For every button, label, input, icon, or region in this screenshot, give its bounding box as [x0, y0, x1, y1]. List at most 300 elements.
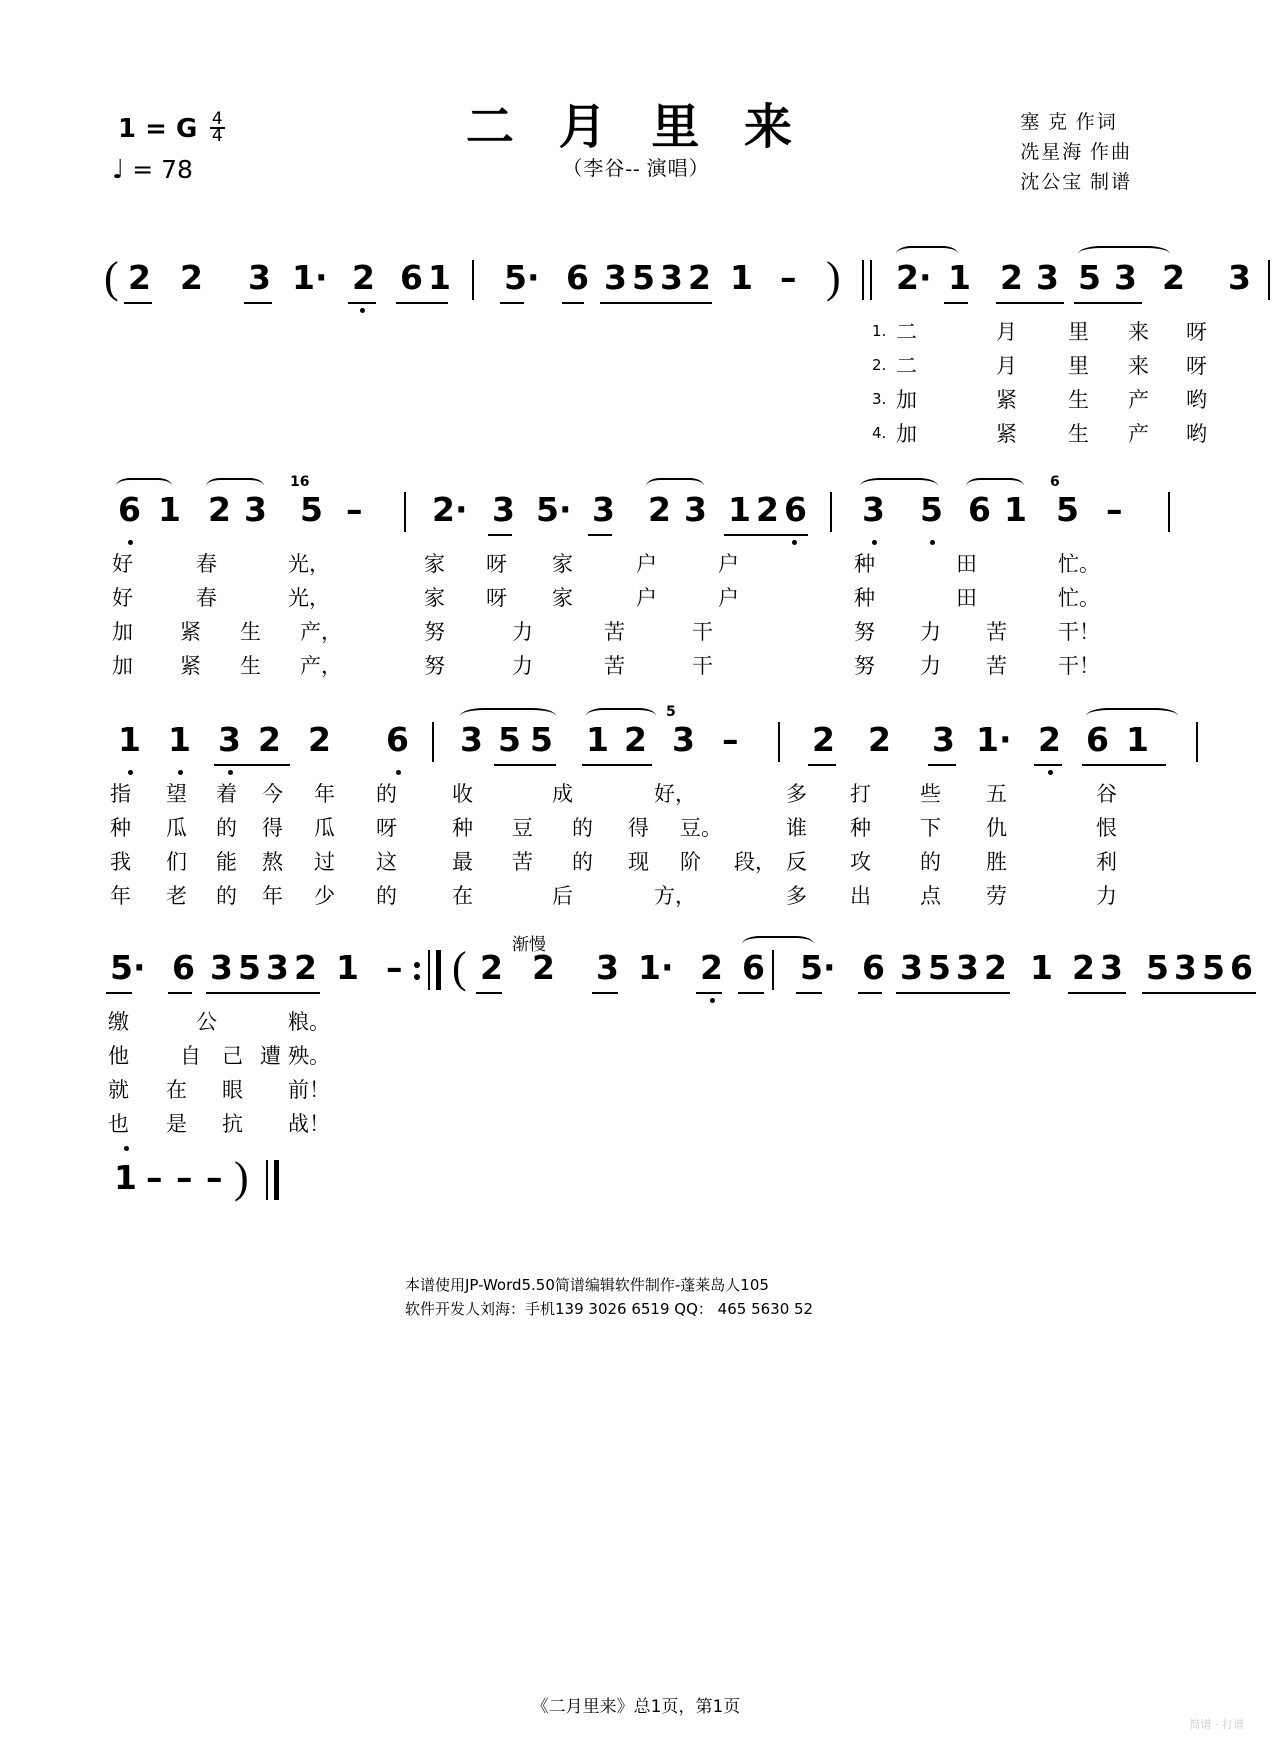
note: 2 [1072, 948, 1095, 987]
barline [1168, 492, 1170, 532]
lyric-syllable: 光， [288, 552, 330, 576]
lyric-syllable: 们 [166, 850, 187, 874]
note: 5 [632, 258, 655, 297]
lyric-syllable: 最 [452, 850, 473, 874]
note: 2 [128, 258, 151, 297]
lyric-line [0, 418, 1272, 448]
note: 2 [700, 948, 723, 987]
note: 1 [586, 720, 609, 759]
lyric-syllable: 是 [166, 1112, 187, 1136]
beam [476, 992, 502, 994]
note: 2 [294, 948, 317, 987]
beam [206, 992, 320, 994]
final-barline [266, 1160, 268, 1200]
verse-number: 3. [872, 390, 887, 408]
lyric-syllable: 呀 [486, 586, 507, 610]
note: 1 [1126, 720, 1149, 759]
note: 3 [1114, 258, 1137, 297]
lyric-syllable: 努 [854, 654, 875, 678]
barline [432, 722, 434, 762]
lyric-syllable: 努 [854, 620, 875, 644]
lyric-syllable: 他 [108, 1044, 129, 1068]
bracket-open: ( [104, 253, 119, 302]
lyric-syllable: 苦 [604, 620, 625, 644]
lyric-syllable: 的 [572, 816, 593, 840]
note: 1 [118, 720, 141, 759]
lyric-syllable: 遭 [260, 1044, 281, 1068]
beam [738, 992, 764, 994]
note: 3 [1036, 258, 1059, 297]
note: 2 [480, 948, 503, 987]
barline [830, 492, 832, 532]
note: 2 [308, 720, 331, 759]
slur [116, 478, 172, 494]
lyric-syllable: 来 [1128, 354, 1149, 378]
note: 6 [172, 948, 195, 987]
lyric-syllable: 苦 [512, 850, 533, 874]
lyric-syllable: 老 [166, 884, 187, 908]
note: 2 [648, 490, 671, 529]
lyric-syllable: 熬 [262, 850, 283, 874]
octave-dot-low [710, 998, 715, 1003]
credit-line-3: 沈公宝 制谱 [1020, 172, 1132, 193]
beam [1034, 764, 1062, 766]
note: 3 [900, 948, 923, 987]
octave-dot-low [360, 308, 365, 313]
lyric-syllable: 也 [108, 1112, 129, 1136]
lyric-syllable: 些 [920, 782, 941, 806]
music-system-4 [0, 935, 1272, 1136]
lyric-syllable: 指 [110, 782, 131, 806]
lyric-line [0, 548, 1272, 578]
lyric-syllable: 谷 [1096, 782, 1117, 806]
lyric-syllable: 加 [896, 388, 917, 412]
lyric-syllable: 哟 [1186, 388, 1207, 412]
beam [600, 302, 712, 304]
note: 6 [386, 720, 409, 759]
beam [1082, 764, 1166, 766]
beam [500, 302, 524, 304]
barline [778, 722, 780, 762]
note-row [0, 253, 1272, 314]
lyric-syllable: 的 [376, 884, 397, 908]
octave-dot-low [128, 540, 133, 545]
note: 5 [1146, 948, 1169, 987]
note: 6 [118, 490, 141, 529]
barline [472, 260, 474, 300]
beam [214, 764, 290, 766]
lyric-line [0, 650, 1272, 680]
note: 2 [688, 258, 711, 297]
note-extender: – [780, 258, 797, 297]
lyric-syllable: 利 [1096, 850, 1117, 874]
lyric-syllable: 努 [424, 654, 445, 678]
lyric-syllable: 月 [996, 320, 1017, 344]
lyric-syllable: 今 [262, 782, 283, 806]
verse-number: 2. [872, 356, 887, 374]
lyric-syllable: 苦 [986, 654, 1007, 678]
note: 2 [812, 720, 835, 759]
note: 6 [968, 490, 991, 529]
lyric-syllable: 里 [1068, 354, 1089, 378]
note: 5 [238, 948, 261, 987]
lyric-syllable: 紧 [180, 654, 201, 678]
slur [206, 478, 264, 494]
lyric-line [0, 316, 1272, 346]
note: 5 [498, 720, 521, 759]
beam [858, 992, 882, 994]
note: 1 [1030, 948, 1053, 987]
lyric-syllable: 里 [1068, 320, 1089, 344]
lyric-syllable: 殃。 [288, 1044, 330, 1068]
note: 3 [492, 490, 515, 529]
lyric-syllable: 好 [112, 586, 133, 610]
repeat-barline-thick [436, 950, 441, 990]
note: 5 [300, 490, 323, 529]
lyric-syllable: 反 [786, 850, 807, 874]
slur [966, 478, 1024, 494]
lyric-line [0, 778, 1272, 808]
lyric-syllable: 好， [654, 782, 696, 806]
lyric-syllable: 前！ [288, 1078, 330, 1102]
note: 6 [1230, 948, 1253, 987]
octave-dot-low [872, 540, 877, 545]
lyric-syllable: 收 [452, 782, 473, 806]
lyric-syllable: 紧 [180, 620, 201, 644]
lyric-syllable: 户 [636, 552, 657, 576]
note: 2 [208, 490, 231, 529]
lyric-syllable: 哟 [1186, 422, 1207, 446]
performer-subtitle: （李谷-- 演唱） [562, 158, 710, 180]
octave-dot-low [792, 540, 797, 545]
lyric-syllable: 恨 [1096, 816, 1117, 840]
lyric-syllable: 瓜 [166, 816, 187, 840]
repeat-dots-icon [414, 956, 420, 986]
lyric-syllable: 战！ [288, 1112, 330, 1136]
beam [928, 764, 956, 766]
beam [1068, 992, 1126, 994]
note: 5· [504, 258, 540, 297]
note: 2 [984, 948, 1007, 987]
lyric-syllable: 光， [288, 586, 330, 610]
lyric-syllable: 干 [692, 654, 713, 678]
lyric-syllable: 粮。 [288, 1010, 330, 1034]
lyric-syllable: 年 [314, 782, 335, 806]
meter-top: 4 [211, 109, 223, 129]
lyric-line [0, 582, 1272, 612]
lyric-syllable: 种 [850, 816, 871, 840]
lyric-syllable: 种 [854, 552, 875, 576]
note-extender: – [386, 948, 403, 987]
note: 1 [948, 258, 971, 297]
lyric-syllable: 户 [718, 552, 739, 576]
lyric-syllable: 过 [314, 850, 335, 874]
lyric-syllable: 豆 [512, 816, 533, 840]
tuplet-mark: 5 [666, 704, 676, 720]
lyric-syllable: 加 [112, 654, 133, 678]
lyric-syllable: 的 [572, 850, 593, 874]
note: 3 [244, 490, 267, 529]
lyric-syllable: 家 [424, 586, 445, 610]
lyric-line [0, 384, 1272, 414]
lyric-syllable: 多 [786, 884, 807, 908]
beam [168, 992, 192, 994]
octave-dot-low [930, 540, 935, 545]
lyric-syllable: 种 [452, 816, 473, 840]
note: 3 [956, 948, 979, 987]
note: 3 [592, 490, 615, 529]
note: 3 [1228, 258, 1251, 297]
note: 3 [932, 720, 955, 759]
lyric-syllable: 忙。 [1058, 552, 1100, 576]
octave-dot-high [124, 1146, 129, 1151]
lyric-syllable: 豆。 [680, 816, 722, 840]
music-system-2 [0, 474, 1272, 678]
beam [244, 302, 272, 304]
note: 6 [566, 258, 589, 297]
barline [862, 260, 864, 300]
note: 1· [292, 258, 328, 297]
lyric-syllable: 呀 [376, 816, 397, 840]
lyric-syllable: 瓜 [314, 816, 335, 840]
note: 6 [862, 948, 885, 987]
lyric-syllable: 月 [996, 354, 1017, 378]
lyric-syllable: 谁 [786, 816, 807, 840]
note: 2 [258, 720, 281, 759]
lyric-syllable: 种 [854, 586, 875, 610]
note: 1 [114, 1158, 137, 1197]
beam [896, 992, 1010, 994]
lyric-syllable: 二 [896, 354, 917, 378]
note: 2 [532, 948, 555, 987]
note: 3 [266, 948, 289, 987]
note: 5 [1078, 258, 1101, 297]
lyric-syllable: 加 [896, 422, 917, 446]
note: 1 [428, 258, 451, 297]
tuplet-mark: 16 [290, 474, 310, 490]
footnote-line-1: 本谱使用JP-Word5.50简谱编辑软件制作-蓬莱岛人105 [405, 1276, 769, 1294]
lyric-syllable: 田 [956, 586, 977, 610]
bracket-open: ( [452, 943, 467, 992]
music-system-3 [0, 704, 1272, 908]
lyric-syllable: 阶 [680, 850, 701, 874]
lyric-syllable: 来 [1128, 320, 1149, 344]
meter-bottom: 4 [211, 126, 223, 146]
note: 2 [868, 720, 891, 759]
lyric-syllable: 加 [112, 620, 133, 644]
lyric-line [0, 846, 1272, 876]
lyric-syllable: 种 [110, 816, 131, 840]
note: 2 [1162, 258, 1185, 297]
note-extender: – [346, 490, 363, 529]
note: 3 [660, 258, 683, 297]
lyric-syllable: 苦 [986, 620, 1007, 644]
lyric-syllable: 成 [552, 782, 573, 806]
lyric-syllable: 好 [112, 552, 133, 576]
lyric-syllable: 后 [552, 884, 573, 908]
lyric-syllable: 干 [692, 620, 713, 644]
note: 1· [976, 720, 1012, 759]
note: 1 [158, 490, 181, 529]
credit-line-2: 冼星海 作曲 [1020, 142, 1132, 163]
credit-line-1: 塞 克 作词 [1020, 112, 1118, 133]
lyric-syllable: 生 [240, 620, 261, 644]
lyric-syllable: 家 [424, 552, 445, 576]
credits-block [1020, 108, 1132, 198]
note: 3 [596, 948, 619, 987]
quarter-note-icon: ♩ [112, 155, 125, 185]
note: 3 [862, 490, 885, 529]
note: 5 [928, 948, 951, 987]
barline [404, 492, 406, 532]
lyric-syllable: 户 [718, 586, 739, 610]
watermark: 简谱 · 打谱 [1189, 1718, 1244, 1731]
lyric-line [0, 812, 1272, 842]
note: 6 [784, 490, 807, 529]
lyric-syllable: 着 [216, 782, 237, 806]
lyric-syllable: 缴 [108, 1010, 129, 1034]
note: 1· [638, 948, 674, 987]
note: 1 [730, 258, 753, 297]
note: 3 [672, 720, 695, 759]
note: 3 [684, 490, 707, 529]
beam [796, 992, 822, 994]
tuplet-mark: 6 [1050, 474, 1060, 490]
note: 5 [1202, 948, 1225, 987]
lyric-syllable: 苦 [604, 654, 625, 678]
note: 3 [460, 720, 483, 759]
beam [124, 302, 152, 304]
key-label: 1 = G [118, 114, 198, 144]
lyric-syllable: 胜 [986, 850, 1007, 874]
lyric-syllable: 家 [552, 586, 573, 610]
lyric-syllable: 劳 [986, 884, 1007, 908]
lyric-syllable: 呀 [1186, 354, 1207, 378]
bracket-close: ) [234, 1153, 249, 1202]
octave-dot-low [128, 770, 133, 775]
barline [870, 260, 872, 300]
note: 5· [110, 948, 146, 987]
lyric-syllable: 力 [512, 654, 533, 678]
beam [696, 992, 722, 994]
lyric-syllable: 春 [196, 552, 217, 576]
verse-number: 1. [872, 322, 887, 340]
note-extender: – [722, 720, 739, 759]
lyric-syllable: 仇 [986, 816, 1007, 840]
note-row [0, 474, 1272, 546]
lyric-syllable: 就 [108, 1078, 129, 1102]
slur [646, 478, 704, 494]
lyric-syllable: 的 [216, 816, 237, 840]
note: 5 [1056, 490, 1079, 529]
lyric-syllable: 生 [1068, 422, 1089, 446]
note-row [0, 1153, 1272, 1214]
software-footnote [405, 1273, 813, 1321]
note: 1 [1004, 490, 1027, 529]
lyric-syllable: 点 [920, 884, 941, 908]
beam [724, 534, 808, 536]
note: 5· [536, 490, 572, 529]
lyric-syllable: 得 [262, 816, 283, 840]
octave-dot-low [396, 770, 401, 775]
lyric-syllable: 五 [986, 782, 1007, 806]
note-extender: – [176, 1158, 193, 1197]
note: 3 [604, 258, 627, 297]
note: 6 [742, 948, 765, 987]
beam [1142, 992, 1256, 994]
lyric-syllable: 二 [896, 320, 917, 344]
repeat-barline [428, 950, 430, 990]
slur [860, 478, 938, 494]
beam [106, 992, 132, 994]
lyric-line [0, 1074, 1272, 1104]
page-footer: 《二月里来》总1页，第1页 [531, 1697, 741, 1717]
lyric-syllable: 家 [552, 552, 573, 576]
lyric-syllable: 打 [850, 782, 871, 806]
lyric-syllable: 努 [424, 620, 445, 644]
beam [1074, 302, 1142, 304]
note: 2 [624, 720, 647, 759]
lyric-syllable: 忙。 [1058, 586, 1100, 610]
lyric-line [0, 1108, 1272, 1138]
page-title: 二 月 里 来 [465, 99, 807, 155]
lyric-syllable: 年 [110, 884, 131, 908]
note: 1 [728, 490, 751, 529]
final-barline-thick [274, 1160, 279, 1200]
note-extender: – [206, 1158, 223, 1197]
octave-dot-low [178, 770, 183, 775]
lyric-syllable: 下 [920, 816, 941, 840]
beam [488, 534, 512, 536]
note: 6 [1086, 720, 1109, 759]
lyric-syllable: 呀 [486, 552, 507, 576]
music-system-5 [0, 1153, 1272, 1214]
note: 3 [1100, 948, 1123, 987]
bracket-close: ) [826, 253, 841, 302]
octave-dot-low [1048, 770, 1053, 775]
lyric-line [0, 880, 1272, 910]
note: 2· [896, 258, 932, 297]
lyric-syllable: 望 [166, 782, 187, 806]
note: 3 [248, 258, 271, 297]
lyric-syllable: 少 [314, 884, 335, 908]
lyric-syllable: 户 [636, 586, 657, 610]
note-extender: – [146, 1158, 163, 1197]
note: 2 [1038, 720, 1061, 759]
lyric-syllable: 生 [240, 654, 261, 678]
note: 5 [530, 720, 553, 759]
lyric-syllable: 段， [734, 850, 776, 874]
note: 2· [432, 490, 468, 529]
note: 2 [352, 258, 375, 297]
beam [348, 302, 376, 304]
lyric-syllable: 生 [1068, 388, 1089, 412]
note: 3 [210, 948, 233, 987]
lyric-syllable: 我 [110, 850, 131, 874]
lyric-syllable: 的 [920, 850, 941, 874]
note: 3 [218, 720, 241, 759]
lyric-syllable: 干！ [1058, 620, 1100, 644]
lyric-syllable: 紧 [996, 422, 1017, 446]
barline [1268, 260, 1270, 300]
lyric-syllable: 呀 [1186, 320, 1207, 344]
beam [562, 302, 584, 304]
beam [396, 302, 448, 304]
beam [944, 302, 968, 304]
lyric-syllable: 己 [222, 1044, 243, 1068]
lyric-syllable: 产 [1128, 388, 1149, 412]
lyric-syllable: 春 [196, 586, 217, 610]
